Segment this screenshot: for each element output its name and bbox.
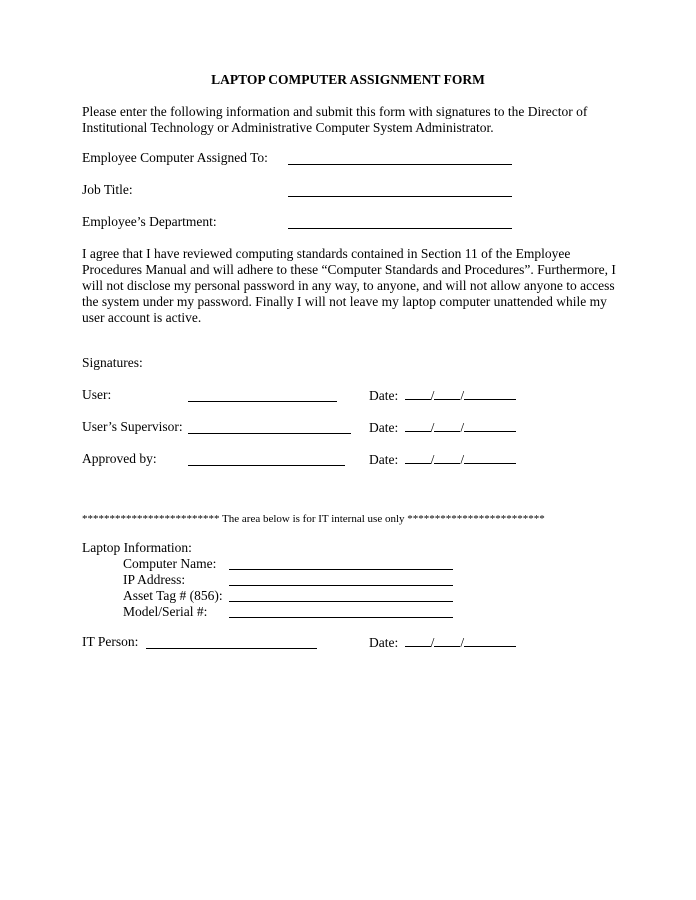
- intro-paragraph: Please enter the following information and submit this form with signatures to the Director of Institutional Technology or Administrative Computer System Administrator.: [82, 104, 588, 135]
- supervisor-signature-field[interactable]: [188, 433, 351, 434]
- it-date-label: Date:: [369, 635, 399, 650]
- model-serial-field[interactable]: [229, 617, 453, 618]
- it-person-field[interactable]: [146, 648, 317, 649]
- supervisor-date-day[interactable]: [434, 419, 460, 432]
- form-title: LAPTOP COMPUTER ASSIGNMENT FORM: [211, 72, 485, 87]
- user-date-day[interactable]: [434, 387, 460, 400]
- it-internal-banner: ************************* The area below is for IT internal use only *************************: [82, 513, 545, 525]
- job-title-field[interactable]: [288, 196, 512, 197]
- agreement-paragraph: I agree that I have reviewed computing standards contained in Section 11 of the Employee Procedures Manual and will adhere to these “Computer Standards and Procedures”. Furthermore, I will not disclose my personal password in any way, to anyone, and will not allow anyone to access the system under my password. Finally I will not leave my laptop computer unattended while my user account is active.: [82, 246, 616, 325]
- it-date-month[interactable]: [405, 634, 431, 647]
- signatures-heading: Signatures:: [82, 355, 143, 370]
- approved-by-label: Approved by:: [82, 451, 157, 466]
- department-label: Employee’s Department:: [82, 214, 217, 229]
- it-date-day[interactable]: [434, 634, 460, 647]
- approved-date-day[interactable]: [434, 451, 460, 464]
- approved-date-label: Date:: [369, 452, 399, 467]
- supervisor-date-year[interactable]: [464, 419, 516, 432]
- user-date-month[interactable]: [405, 387, 431, 400]
- supervisor-signature-label: User’s Supervisor:: [82, 419, 183, 434]
- computer-name-label: Computer Name:: [123, 556, 217, 571]
- department-field[interactable]: [288, 228, 512, 229]
- supervisor-date-month[interactable]: [405, 419, 431, 432]
- supervisor-date-label: Date:: [369, 420, 399, 435]
- ip-address-field[interactable]: [229, 585, 453, 586]
- computer-name-field[interactable]: [229, 569, 453, 570]
- laptop-info-heading: Laptop Information:: [82, 540, 192, 555]
- supervisor-date[interactable]: Date: / /: [369, 419, 516, 436]
- it-person-label: IT Person:: [82, 634, 139, 649]
- user-signature-field[interactable]: [188, 401, 337, 402]
- it-date-year[interactable]: [464, 634, 516, 647]
- approved-by-field[interactable]: [188, 465, 345, 466]
- approved-date-year[interactable]: [464, 451, 516, 464]
- it-date[interactable]: Date: / /: [369, 634, 516, 651]
- asset-tag-label: Asset Tag # (856):: [123, 588, 223, 603]
- approved-date[interactable]: Date: / /: [369, 451, 516, 468]
- user-date-year[interactable]: [464, 387, 516, 400]
- user-signature-label: User:: [82, 387, 112, 402]
- approved-date-month[interactable]: [405, 451, 431, 464]
- user-date-label: Date:: [369, 388, 399, 403]
- asset-tag-field[interactable]: [229, 601, 453, 602]
- ip-address-label: IP Address:: [123, 572, 186, 587]
- job-title-label: Job Title:: [82, 182, 133, 197]
- model-serial-label: Model/Serial #:: [123, 604, 208, 619]
- computer-assigned-field[interactable]: [288, 164, 512, 165]
- computer-assigned-label: Employee Computer Assigned To:: [82, 150, 268, 165]
- user-date[interactable]: Date: / /: [369, 387, 516, 404]
